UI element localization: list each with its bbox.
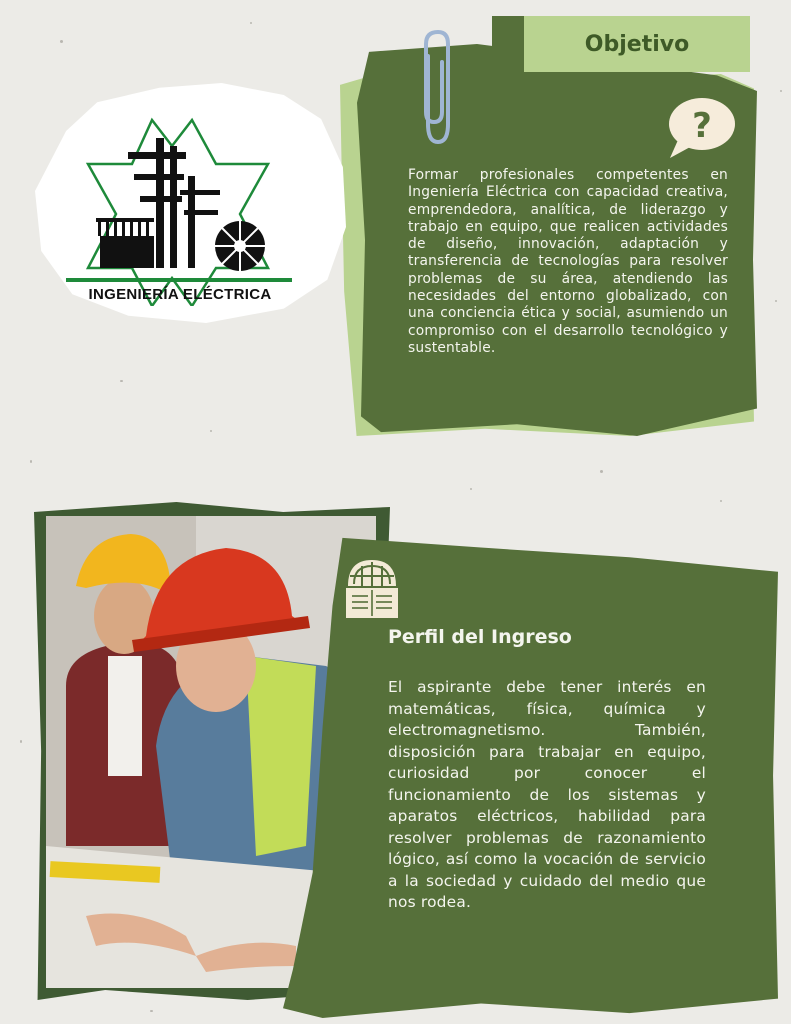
objective-text: Formar profesionales competentes en Ingeniería Eléctrica con capacidad creativa, emprendedora, analítica, de liderazgo y trabajo en equipo, que realicen actividades de diseño, innovación, adaptación y transferencia de tecnologías para resolver problemas de su área, atendiendo las necesidades del entorno globalizado, con una conciencia ética y social, asumiendo un compromiso con el desarrollo tecnológico y sustentable. <box>408 167 728 356</box>
logo-text: INGENIERÍA ELÉCTRICA <box>88 286 272 303</box>
question-bubble-icon <box>664 96 736 160</box>
library-book-icon <box>344 556 400 620</box>
profile-title: Perfil del Ingreso <box>388 626 572 648</box>
objective-title: Objetivo <box>584 31 690 57</box>
paper-clip-icon <box>414 26 458 150</box>
profile-text: El aspirante debe tener interés en matemáticas, física, química y electromagnetismo. También, disposición para trabajar en equipo, curiosidad por conocer el funcionamiento de los sistemas y aparatos eléctricos, habilidad para resolver problemas de razonamiento lógico, así como la vocación de servicio a la sociedad y cuidado del medio que nos rodea. <box>388 678 706 911</box>
electrical-engineering-logo <box>60 106 310 306</box>
svg-text:?: ? <box>692 106 712 146</box>
